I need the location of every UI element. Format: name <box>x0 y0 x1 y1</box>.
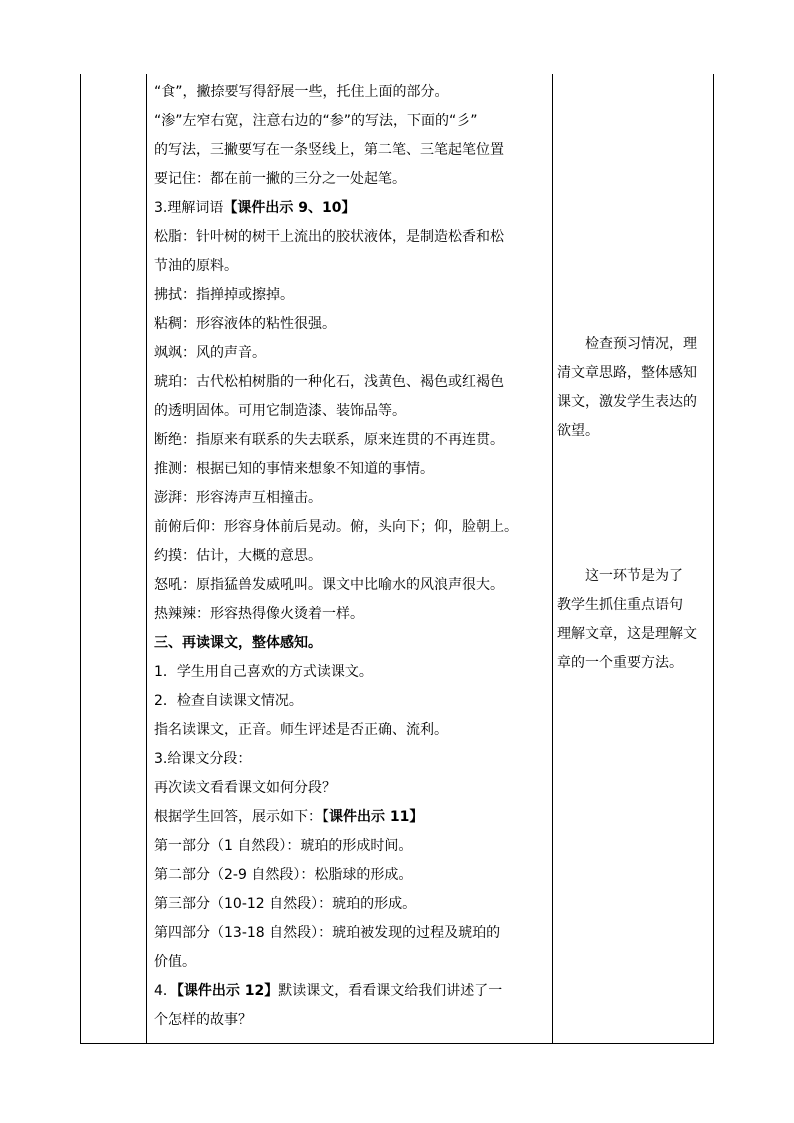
design-note-preview <box>557 330 713 446</box>
text-segment: 默读课文，看看课文给我们讲述了一 <box>278 983 503 999</box>
content-line <box>154 1006 550 1035</box>
content-line <box>154 600 550 629</box>
content-line <box>154 194 550 223</box>
table-border-col1 <box>146 74 147 1044</box>
content-line <box>154 629 550 658</box>
teaching-content-column <box>154 78 550 1035</box>
content-line <box>154 397 550 426</box>
content-line <box>154 455 550 484</box>
content-line <box>154 281 550 310</box>
table-border-col2 <box>552 74 553 1044</box>
content-line <box>154 774 550 803</box>
text-segment: 价值。 <box>154 954 196 970</box>
content-line <box>154 919 550 948</box>
text-segment: 2．检查自读课文情况。 <box>154 693 303 709</box>
content-line <box>154 542 550 571</box>
text-segment: 粘稠：形容液体的粘性很强。 <box>154 316 336 332</box>
content-line <box>154 716 550 745</box>
text-segment: 断绝：指原来有联系的失去联系，原来连贯的不再连贯。 <box>154 432 504 448</box>
text-segment: “食”，撇捺要写得舒展一些，托住上面的部分。 <box>154 84 449 100</box>
content-line <box>154 426 550 455</box>
text-segment: 1．学生用自己喜欢的方式读课文。 <box>154 664 373 680</box>
content-line <box>154 107 550 136</box>
content-line <box>154 948 550 977</box>
text-segment: 第三部分（10-12 自然段）：琥珀的形成。 <box>154 896 417 912</box>
table-border-bottom <box>80 1043 714 1044</box>
text-segment: 澎湃：形容涛声互相撞击。 <box>154 490 322 506</box>
text-segment: 3.理解词语 <box>154 200 224 216</box>
text-segment: 节油的原料。 <box>154 258 238 274</box>
content-line <box>154 310 550 339</box>
bold-text: 【课件出示 12】 <box>176 983 279 999</box>
text-segment: 第一部分（1 自然段）：琥珀的形成时间。 <box>154 838 413 854</box>
text-segment: 4． <box>154 983 177 999</box>
note-line: 欲望。 <box>557 423 599 439</box>
content-line <box>154 571 550 600</box>
text-segment: 热辣辣：形容热得像火烫着一样。 <box>154 606 364 622</box>
text-segment: 的写法，三撇要写在一条竖线上，第二笔、三笔起笔位置 <box>154 142 504 158</box>
bold-text: 【课件出示 9、10】 <box>223 200 356 216</box>
text-segment: 3.给课文分段： <box>154 751 252 767</box>
note-line: 这一环节是为了 <box>557 568 683 584</box>
bold-text: 课件出示 11】 <box>329 809 424 825</box>
content-line <box>154 136 550 165</box>
text-segment: “渗”左窄右宽，注意右边的“参”的写法，下面的“彡” <box>154 113 478 129</box>
design-note-keysentences <box>557 562 713 678</box>
text-segment: 个怎样的故事？ <box>154 1012 252 1028</box>
content-line <box>154 252 550 281</box>
table-border-right <box>713 74 714 1044</box>
text-segment: 要记住：都在前一撇的三分之一处起笔。 <box>154 171 406 187</box>
design-intent-column <box>557 330 713 678</box>
content-line <box>154 832 550 861</box>
content-line <box>154 687 550 716</box>
text-segment: 拂拭：指掸掉或擦掉。 <box>154 287 294 303</box>
text-segment: 根据学生回答，展示如下：【 <box>154 809 329 825</box>
content-line <box>154 890 550 919</box>
content-line <box>154 513 550 542</box>
text-segment: 前俯后仰：形容身体前后晃动。俯，头向下；仰，脸朝上。 <box>154 519 518 535</box>
content-line <box>154 223 550 252</box>
text-segment: 飒飒：风的声音。 <box>154 345 266 361</box>
note-line: 教学生抓住重点语句 <box>557 597 683 613</box>
note-line: 检查预习情况，理 <box>557 336 697 352</box>
text-segment: 指名读课文，正音。师生评述是否正确、流利。 <box>154 722 448 738</box>
text-segment: 怒吼：原指猛兽发威吼叫。课文中比喻水的风浪声很大。 <box>154 577 504 593</box>
content-line <box>154 339 550 368</box>
bold-text: 三、再读课文，整体感知。 <box>154 635 322 651</box>
text-segment: 推测：根据已知的事情来想象不知道的事情。 <box>154 461 434 477</box>
note-line: 清文章思路，整体感知 <box>557 365 697 381</box>
text-segment: 约摸：估计，大概的意思。 <box>154 548 322 564</box>
note-spacer <box>557 446 713 562</box>
content-line <box>154 803 550 832</box>
text-segment: 松脂：针叶树的树干上流出的胶状液体，是制造松香和松 <box>154 229 504 245</box>
text-segment: 再次读文看看课文如何分段？ <box>154 780 336 796</box>
content-line <box>154 745 550 774</box>
content-line <box>154 861 550 890</box>
table-border-left <box>80 74 81 1044</box>
text-segment: 的透明固体。可用它制造漆、装饰品等。 <box>154 403 406 419</box>
content-line <box>154 165 550 194</box>
note-line: 章的一个重要方法。 <box>557 655 683 671</box>
note-line: 课文，激发学生表达的 <box>557 394 697 410</box>
content-line <box>154 78 550 107</box>
content-line <box>154 484 550 513</box>
note-line: 理解文章，这是理解文 <box>557 626 697 642</box>
text-segment: 第二部分（2-9 自然段）：松脂球的形成。 <box>154 867 413 883</box>
content-line <box>154 977 550 1006</box>
content-line <box>154 658 550 687</box>
text-segment: 第四部分（13-18 自然段）：琥珀被发现的过程及琥珀的 <box>154 925 501 941</box>
content-line <box>154 368 550 397</box>
text-segment: 琥珀：古代松柏树脂的一种化石，浅黄色、褐色或红褐色 <box>154 374 504 390</box>
